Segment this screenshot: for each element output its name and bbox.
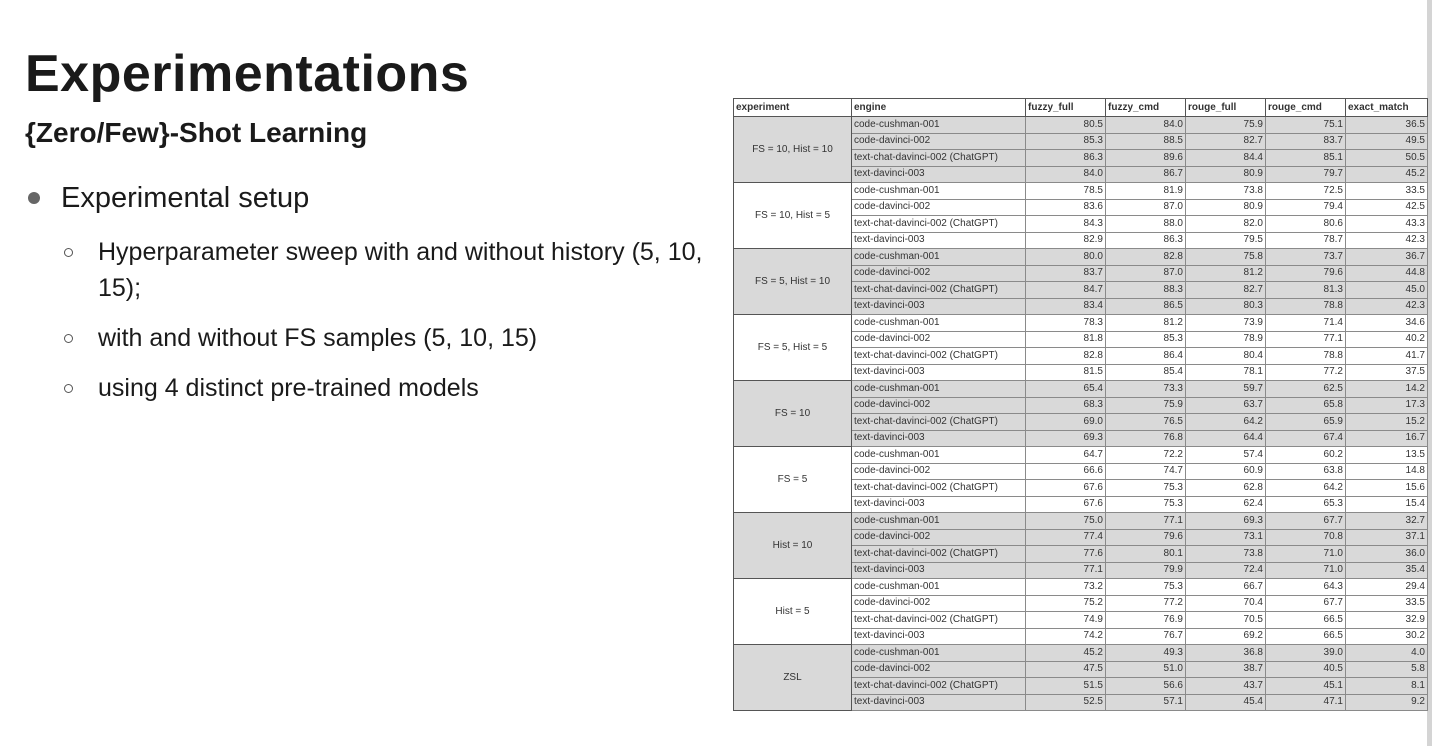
column-header-exact-match: exact_match [1346, 99, 1428, 117]
rouge-cmd-cell: 47.1 [1266, 694, 1346, 711]
fuzzy-full-cell: 84.3 [1026, 216, 1106, 233]
fuzzy-cmd-cell: 86.3 [1106, 232, 1186, 249]
rouge-full-cell: 80.9 [1186, 199, 1266, 216]
exact-match-cell: 36.7 [1346, 249, 1428, 266]
rouge-full-cell: 78.1 [1186, 364, 1266, 381]
engine-cell: code-cushman-001 [852, 645, 1026, 662]
fuzzy-cmd-cell: 81.9 [1106, 183, 1186, 200]
engine-cell: code-cushman-001 [852, 315, 1026, 332]
header-row [734, 99, 1428, 117]
rouge-full-cell: 63.7 [1186, 397, 1266, 414]
exact-match-cell: 14.2 [1346, 381, 1428, 398]
fuzzy-cmd-cell: 86.7 [1106, 166, 1186, 183]
fuzzy-cmd-cell: 51.0 [1106, 661, 1186, 678]
exact-match-cell: 33.5 [1346, 595, 1428, 612]
fuzzy-full-cell: 69.3 [1026, 430, 1106, 447]
exact-match-cell: 36.0 [1346, 546, 1428, 563]
results-table [733, 98, 1428, 711]
fuzzy-cmd-cell: 88.0 [1106, 216, 1186, 233]
fuzzy-cmd-cell: 76.5 [1106, 414, 1186, 431]
exact-match-cell: 37.5 [1346, 364, 1428, 381]
table-row [734, 381, 1428, 398]
rouge-cmd-cell: 60.2 [1266, 447, 1346, 464]
rouge-full-cell: 73.8 [1186, 546, 1266, 563]
experiment-cell: FS = 5, Hist = 5 [734, 315, 852, 381]
rouge-full-cell: 69.3 [1186, 513, 1266, 530]
engine-cell: text-chat-davinci-002 (ChatGPT) [852, 282, 1026, 299]
fuzzy-full-cell: 75.2 [1026, 595, 1106, 612]
exact-match-cell: 50.5 [1346, 150, 1428, 167]
engine-cell: code-cushman-001 [852, 381, 1026, 398]
engine-cell: text-chat-davinci-002 (ChatGPT) [852, 678, 1026, 695]
rouge-cmd-cell: 77.1 [1266, 331, 1346, 348]
rouge-cmd-cell: 75.1 [1266, 117, 1346, 134]
rouge-full-cell: 73.9 [1186, 315, 1266, 332]
rouge-cmd-cell: 85.1 [1266, 150, 1346, 167]
sub-bullet-list [25, 234, 725, 406]
fuzzy-cmd-cell: 56.6 [1106, 678, 1186, 695]
column-header-fuzzy-cmd: fuzzy_cmd [1106, 99, 1186, 117]
rouge-full-cell: 45.4 [1186, 694, 1266, 711]
fuzzy-full-cell: 47.5 [1026, 661, 1106, 678]
rouge-cmd-cell: 67.4 [1266, 430, 1346, 447]
fuzzy-cmd-cell: 85.3 [1106, 331, 1186, 348]
fuzzy-cmd-cell: 80.1 [1106, 546, 1186, 563]
table-header [734, 99, 1428, 117]
rouge-cmd-cell: 79.6 [1266, 265, 1346, 282]
fuzzy-full-cell: 73.2 [1026, 579, 1106, 596]
exact-match-cell: 9.2 [1346, 694, 1428, 711]
engine-cell: code-davinci-002 [852, 397, 1026, 414]
table-row [734, 315, 1428, 332]
exact-match-cell: 35.4 [1346, 562, 1428, 579]
rouge-cmd-cell: 71.4 [1266, 315, 1346, 332]
bullet-item [25, 178, 725, 218]
exact-match-cell: 42.3 [1346, 298, 1428, 315]
exact-match-cell: 43.3 [1346, 216, 1428, 233]
exact-match-cell: 32.9 [1346, 612, 1428, 629]
bullet-dot-icon [28, 192, 40, 204]
fuzzy-full-cell: 84.7 [1026, 282, 1106, 299]
rouge-full-cell: 80.3 [1186, 298, 1266, 315]
exact-match-cell: 45.0 [1346, 282, 1428, 299]
exact-match-cell: 45.2 [1346, 166, 1428, 183]
experiment-cell: FS = 10, Hist = 10 [734, 117, 852, 183]
exact-match-cell: 4.0 [1346, 645, 1428, 662]
fuzzy-full-cell: 80.0 [1026, 249, 1106, 266]
fuzzy-cmd-cell: 85.4 [1106, 364, 1186, 381]
rouge-full-cell: 43.7 [1186, 678, 1266, 695]
engine-cell: text-chat-davinci-002 (ChatGPT) [852, 414, 1026, 431]
fuzzy-full-cell: 83.6 [1026, 199, 1106, 216]
exact-match-cell: 41.7 [1346, 348, 1428, 365]
fuzzy-full-cell: 78.5 [1026, 183, 1106, 200]
fuzzy-full-cell: 77.1 [1026, 562, 1106, 579]
engine-cell: code-cushman-001 [852, 117, 1026, 134]
fuzzy-full-cell: 69.0 [1026, 414, 1106, 431]
rouge-cmd-cell: 79.4 [1266, 199, 1346, 216]
rouge-cmd-cell: 63.8 [1266, 463, 1346, 480]
table-row [734, 513, 1428, 530]
engine-cell: text-davinci-003 [852, 298, 1026, 315]
exact-match-cell: 32.7 [1346, 513, 1428, 530]
engine-cell: text-davinci-003 [852, 430, 1026, 447]
fuzzy-cmd-cell: 76.9 [1106, 612, 1186, 629]
rouge-full-cell: 36.8 [1186, 645, 1266, 662]
engine-cell: text-davinci-003 [852, 694, 1026, 711]
experiment-cell: FS = 5 [734, 447, 852, 513]
engine-cell: code-davinci-002 [852, 133, 1026, 150]
engine-cell: code-davinci-002 [852, 265, 1026, 282]
rouge-full-cell: 70.5 [1186, 612, 1266, 629]
rouge-cmd-cell: 65.9 [1266, 414, 1346, 431]
engine-cell: text-davinci-003 [852, 628, 1026, 645]
fuzzy-cmd-cell: 73.3 [1106, 381, 1186, 398]
hollow-circle-bullet-icon [64, 248, 73, 257]
sub-bullet-text: with and without FS samples (5, 10, 15) [98, 324, 538, 352]
rouge-cmd-cell: 40.5 [1266, 661, 1346, 678]
rouge-cmd-cell: 45.1 [1266, 678, 1346, 695]
bullet-text: Experimental setup [61, 182, 310, 214]
rouge-cmd-cell: 83.7 [1266, 133, 1346, 150]
exact-match-cell: 42.5 [1346, 199, 1428, 216]
rouge-full-cell: 72.4 [1186, 562, 1266, 579]
fuzzy-full-cell: 74.2 [1026, 628, 1106, 645]
fuzzy-cmd-cell: 75.3 [1106, 579, 1186, 596]
rouge-full-cell: 82.7 [1186, 282, 1266, 299]
fuzzy-cmd-cell: 87.0 [1106, 199, 1186, 216]
exact-match-cell: 40.2 [1346, 331, 1428, 348]
rouge-full-cell: 82.7 [1186, 133, 1266, 150]
fuzzy-full-cell: 67.6 [1026, 496, 1106, 513]
exact-match-cell: 16.7 [1346, 430, 1428, 447]
table-row [734, 183, 1428, 200]
sub-bullet-item [62, 320, 725, 356]
engine-cell: text-davinci-003 [852, 166, 1026, 183]
rouge-full-cell: 66.7 [1186, 579, 1266, 596]
rouge-full-cell: 59.7 [1186, 381, 1266, 398]
fuzzy-cmd-cell: 77.2 [1106, 595, 1186, 612]
sub-bullet-text: using 4 distinct pre-trained models [98, 374, 479, 402]
rouge-cmd-cell: 66.5 [1266, 628, 1346, 645]
bullet-list [25, 178, 725, 420]
rouge-full-cell: 69.2 [1186, 628, 1266, 645]
fuzzy-cmd-cell: 75.3 [1106, 496, 1186, 513]
exact-match-cell: 13.5 [1346, 447, 1428, 464]
engine-cell: code-davinci-002 [852, 595, 1026, 612]
engine-cell: code-cushman-001 [852, 447, 1026, 464]
rouge-full-cell: 62.4 [1186, 496, 1266, 513]
rouge-full-cell: 73.1 [1186, 529, 1266, 546]
rouge-full-cell: 73.8 [1186, 183, 1266, 200]
experiment-cell: FS = 5, Hist = 10 [734, 249, 852, 315]
rouge-full-cell: 38.7 [1186, 661, 1266, 678]
fuzzy-full-cell: 83.7 [1026, 265, 1106, 282]
rouge-cmd-cell: 65.8 [1266, 397, 1346, 414]
fuzzy-cmd-cell: 72.2 [1106, 447, 1186, 464]
fuzzy-full-cell: 64.7 [1026, 447, 1106, 464]
engine-cell: text-davinci-003 [852, 364, 1026, 381]
fuzzy-cmd-cell: 84.0 [1106, 117, 1186, 134]
engine-cell: code-cushman-001 [852, 579, 1026, 596]
experiment-cell: Hist = 5 [734, 579, 852, 645]
rouge-cmd-cell: 66.5 [1266, 612, 1346, 629]
exact-match-cell: 15.4 [1346, 496, 1428, 513]
exact-match-cell: 17.3 [1346, 397, 1428, 414]
exact-match-cell: 14.8 [1346, 463, 1428, 480]
fuzzy-full-cell: 82.9 [1026, 232, 1106, 249]
engine-cell: text-chat-davinci-002 (ChatGPT) [852, 546, 1026, 563]
table-body [734, 117, 1428, 711]
rouge-cmd-cell: 64.3 [1266, 579, 1346, 596]
fuzzy-cmd-cell: 88.3 [1106, 282, 1186, 299]
fuzzy-full-cell: 65.4 [1026, 381, 1106, 398]
fuzzy-cmd-cell: 88.5 [1106, 133, 1186, 150]
exact-match-cell: 44.8 [1346, 265, 1428, 282]
fuzzy-cmd-cell: 86.5 [1106, 298, 1186, 315]
fuzzy-full-cell: 84.0 [1026, 166, 1106, 183]
rouge-full-cell: 60.9 [1186, 463, 1266, 480]
fuzzy-cmd-cell: 75.9 [1106, 397, 1186, 414]
fuzzy-cmd-cell: 86.4 [1106, 348, 1186, 365]
rouge-cmd-cell: 78.7 [1266, 232, 1346, 249]
fuzzy-cmd-cell: 81.2 [1106, 315, 1186, 332]
table-row [734, 447, 1428, 464]
rouge-full-cell: 64.4 [1186, 430, 1266, 447]
sub-bullet-item [62, 234, 725, 306]
rouge-full-cell: 64.2 [1186, 414, 1266, 431]
rouge-full-cell: 79.5 [1186, 232, 1266, 249]
table-row [734, 117, 1428, 134]
fuzzy-full-cell: 85.3 [1026, 133, 1106, 150]
fuzzy-cmd-cell: 76.8 [1106, 430, 1186, 447]
fuzzy-cmd-cell: 79.9 [1106, 562, 1186, 579]
fuzzy-full-cell: 80.5 [1026, 117, 1106, 134]
fuzzy-full-cell: 82.8 [1026, 348, 1106, 365]
rouge-cmd-cell: 71.0 [1266, 546, 1346, 563]
fuzzy-full-cell: 86.3 [1026, 150, 1106, 167]
engine-cell: text-chat-davinci-002 (ChatGPT) [852, 216, 1026, 233]
engine-cell: code-davinci-002 [852, 463, 1026, 480]
engine-cell: text-davinci-003 [852, 232, 1026, 249]
exact-match-cell: 42.3 [1346, 232, 1428, 249]
engine-cell: text-chat-davinci-002 (ChatGPT) [852, 348, 1026, 365]
exact-match-cell: 49.5 [1346, 133, 1428, 150]
engine-cell: code-cushman-001 [852, 513, 1026, 530]
engine-cell: text-davinci-003 [852, 562, 1026, 579]
engine-cell: text-chat-davinci-002 (ChatGPT) [852, 612, 1026, 629]
column-header-engine: engine [852, 99, 1026, 117]
experiment-cell: FS = 10 [734, 381, 852, 447]
engine-cell: code-davinci-002 [852, 661, 1026, 678]
engine-cell: code-davinci-002 [852, 331, 1026, 348]
column-header-experiment: experiment [734, 99, 852, 117]
rouge-cmd-cell: 77.2 [1266, 364, 1346, 381]
experiment-cell: Hist = 10 [734, 513, 852, 579]
exact-match-cell: 36.5 [1346, 117, 1428, 134]
rouge-full-cell: 84.4 [1186, 150, 1266, 167]
rouge-full-cell: 62.8 [1186, 480, 1266, 497]
results-table-container [733, 98, 1427, 711]
sub-bullet-item [62, 370, 725, 406]
rouge-full-cell: 70.4 [1186, 595, 1266, 612]
fuzzy-cmd-cell: 49.3 [1106, 645, 1186, 662]
column-header-rouge-cmd: rouge_cmd [1266, 99, 1346, 117]
rouge-cmd-cell: 64.2 [1266, 480, 1346, 497]
exact-match-cell: 37.1 [1346, 529, 1428, 546]
slide-subtitle: {Zero/Few}-Shot Learning [25, 117, 368, 148]
fuzzy-full-cell: 52.5 [1026, 694, 1106, 711]
rouge-full-cell: 78.9 [1186, 331, 1266, 348]
fuzzy-full-cell: 67.6 [1026, 480, 1106, 497]
fuzzy-full-cell: 78.3 [1026, 315, 1106, 332]
rouge-cmd-cell: 79.7 [1266, 166, 1346, 183]
slide-title: Experimentations [25, 45, 470, 103]
exact-match-cell: 34.6 [1346, 315, 1428, 332]
column-header-fuzzy-full: fuzzy_full [1026, 99, 1106, 117]
fuzzy-cmd-cell: 82.8 [1106, 249, 1186, 266]
rouge-cmd-cell: 80.6 [1266, 216, 1346, 233]
exact-match-cell: 15.2 [1346, 414, 1428, 431]
exact-match-cell: 30.2 [1346, 628, 1428, 645]
engine-cell: code-cushman-001 [852, 183, 1026, 200]
exact-match-cell: 8.1 [1346, 678, 1428, 695]
rouge-full-cell: 75.8 [1186, 249, 1266, 266]
hollow-circle-bullet-icon [64, 334, 73, 343]
engine-cell: text-chat-davinci-002 (ChatGPT) [852, 150, 1026, 167]
rouge-cmd-cell: 81.3 [1266, 282, 1346, 299]
engine-cell: code-cushman-001 [852, 249, 1026, 266]
fuzzy-full-cell: 77.6 [1026, 546, 1106, 563]
rouge-cmd-cell: 78.8 [1266, 348, 1346, 365]
rouge-cmd-cell: 70.8 [1266, 529, 1346, 546]
fuzzy-full-cell: 81.8 [1026, 331, 1106, 348]
fuzzy-cmd-cell: 57.1 [1106, 694, 1186, 711]
rouge-full-cell: 80.9 [1186, 166, 1266, 183]
fuzzy-full-cell: 51.5 [1026, 678, 1106, 695]
table-row [734, 249, 1428, 266]
engine-cell: code-davinci-002 [852, 199, 1026, 216]
rouge-cmd-cell: 72.5 [1266, 183, 1346, 200]
engine-cell: text-davinci-003 [852, 496, 1026, 513]
rouge-cmd-cell: 71.0 [1266, 562, 1346, 579]
rouge-cmd-cell: 67.7 [1266, 513, 1346, 530]
rouge-cmd-cell: 39.0 [1266, 645, 1346, 662]
rouge-cmd-cell: 73.7 [1266, 249, 1346, 266]
fuzzy-full-cell: 83.4 [1026, 298, 1106, 315]
exact-match-cell: 33.5 [1346, 183, 1428, 200]
experiment-cell: ZSL [734, 645, 852, 711]
fuzzy-full-cell: 68.3 [1026, 397, 1106, 414]
column-header-rouge-full: rouge_full [1186, 99, 1266, 117]
exact-match-cell: 5.8 [1346, 661, 1428, 678]
rouge-full-cell: 81.2 [1186, 265, 1266, 282]
fuzzy-cmd-cell: 77.1 [1106, 513, 1186, 530]
rouge-cmd-cell: 67.7 [1266, 595, 1346, 612]
fuzzy-full-cell: 81.5 [1026, 364, 1106, 381]
fuzzy-full-cell: 45.2 [1026, 645, 1106, 662]
fuzzy-cmd-cell: 75.3 [1106, 480, 1186, 497]
fuzzy-full-cell: 74.9 [1026, 612, 1106, 629]
rouge-full-cell: 82.0 [1186, 216, 1266, 233]
fuzzy-full-cell: 66.6 [1026, 463, 1106, 480]
rouge-full-cell: 75.9 [1186, 117, 1266, 134]
table-row [734, 579, 1428, 596]
fuzzy-full-cell: 75.0 [1026, 513, 1106, 530]
exact-match-cell: 29.4 [1346, 579, 1428, 596]
fuzzy-cmd-cell: 74.7 [1106, 463, 1186, 480]
fuzzy-cmd-cell: 79.6 [1106, 529, 1186, 546]
sub-bullet-text: Hyperparameter sweep with and without history (5, 10, 15); [98, 238, 703, 302]
fuzzy-cmd-cell: 87.0 [1106, 265, 1186, 282]
table-row [734, 645, 1428, 662]
rouge-cmd-cell: 62.5 [1266, 381, 1346, 398]
rouge-full-cell: 80.4 [1186, 348, 1266, 365]
rouge-cmd-cell: 65.3 [1266, 496, 1346, 513]
rouge-cmd-cell: 78.8 [1266, 298, 1346, 315]
engine-cell: code-davinci-002 [852, 529, 1026, 546]
hollow-circle-bullet-icon [64, 384, 73, 393]
fuzzy-full-cell: 77.4 [1026, 529, 1106, 546]
rouge-full-cell: 57.4 [1186, 447, 1266, 464]
fuzzy-cmd-cell: 89.6 [1106, 150, 1186, 167]
experiment-cell: FS = 10, Hist = 5 [734, 183, 852, 249]
fuzzy-cmd-cell: 76.7 [1106, 628, 1186, 645]
exact-match-cell: 15.6 [1346, 480, 1428, 497]
engine-cell: text-chat-davinci-002 (ChatGPT) [852, 480, 1026, 497]
